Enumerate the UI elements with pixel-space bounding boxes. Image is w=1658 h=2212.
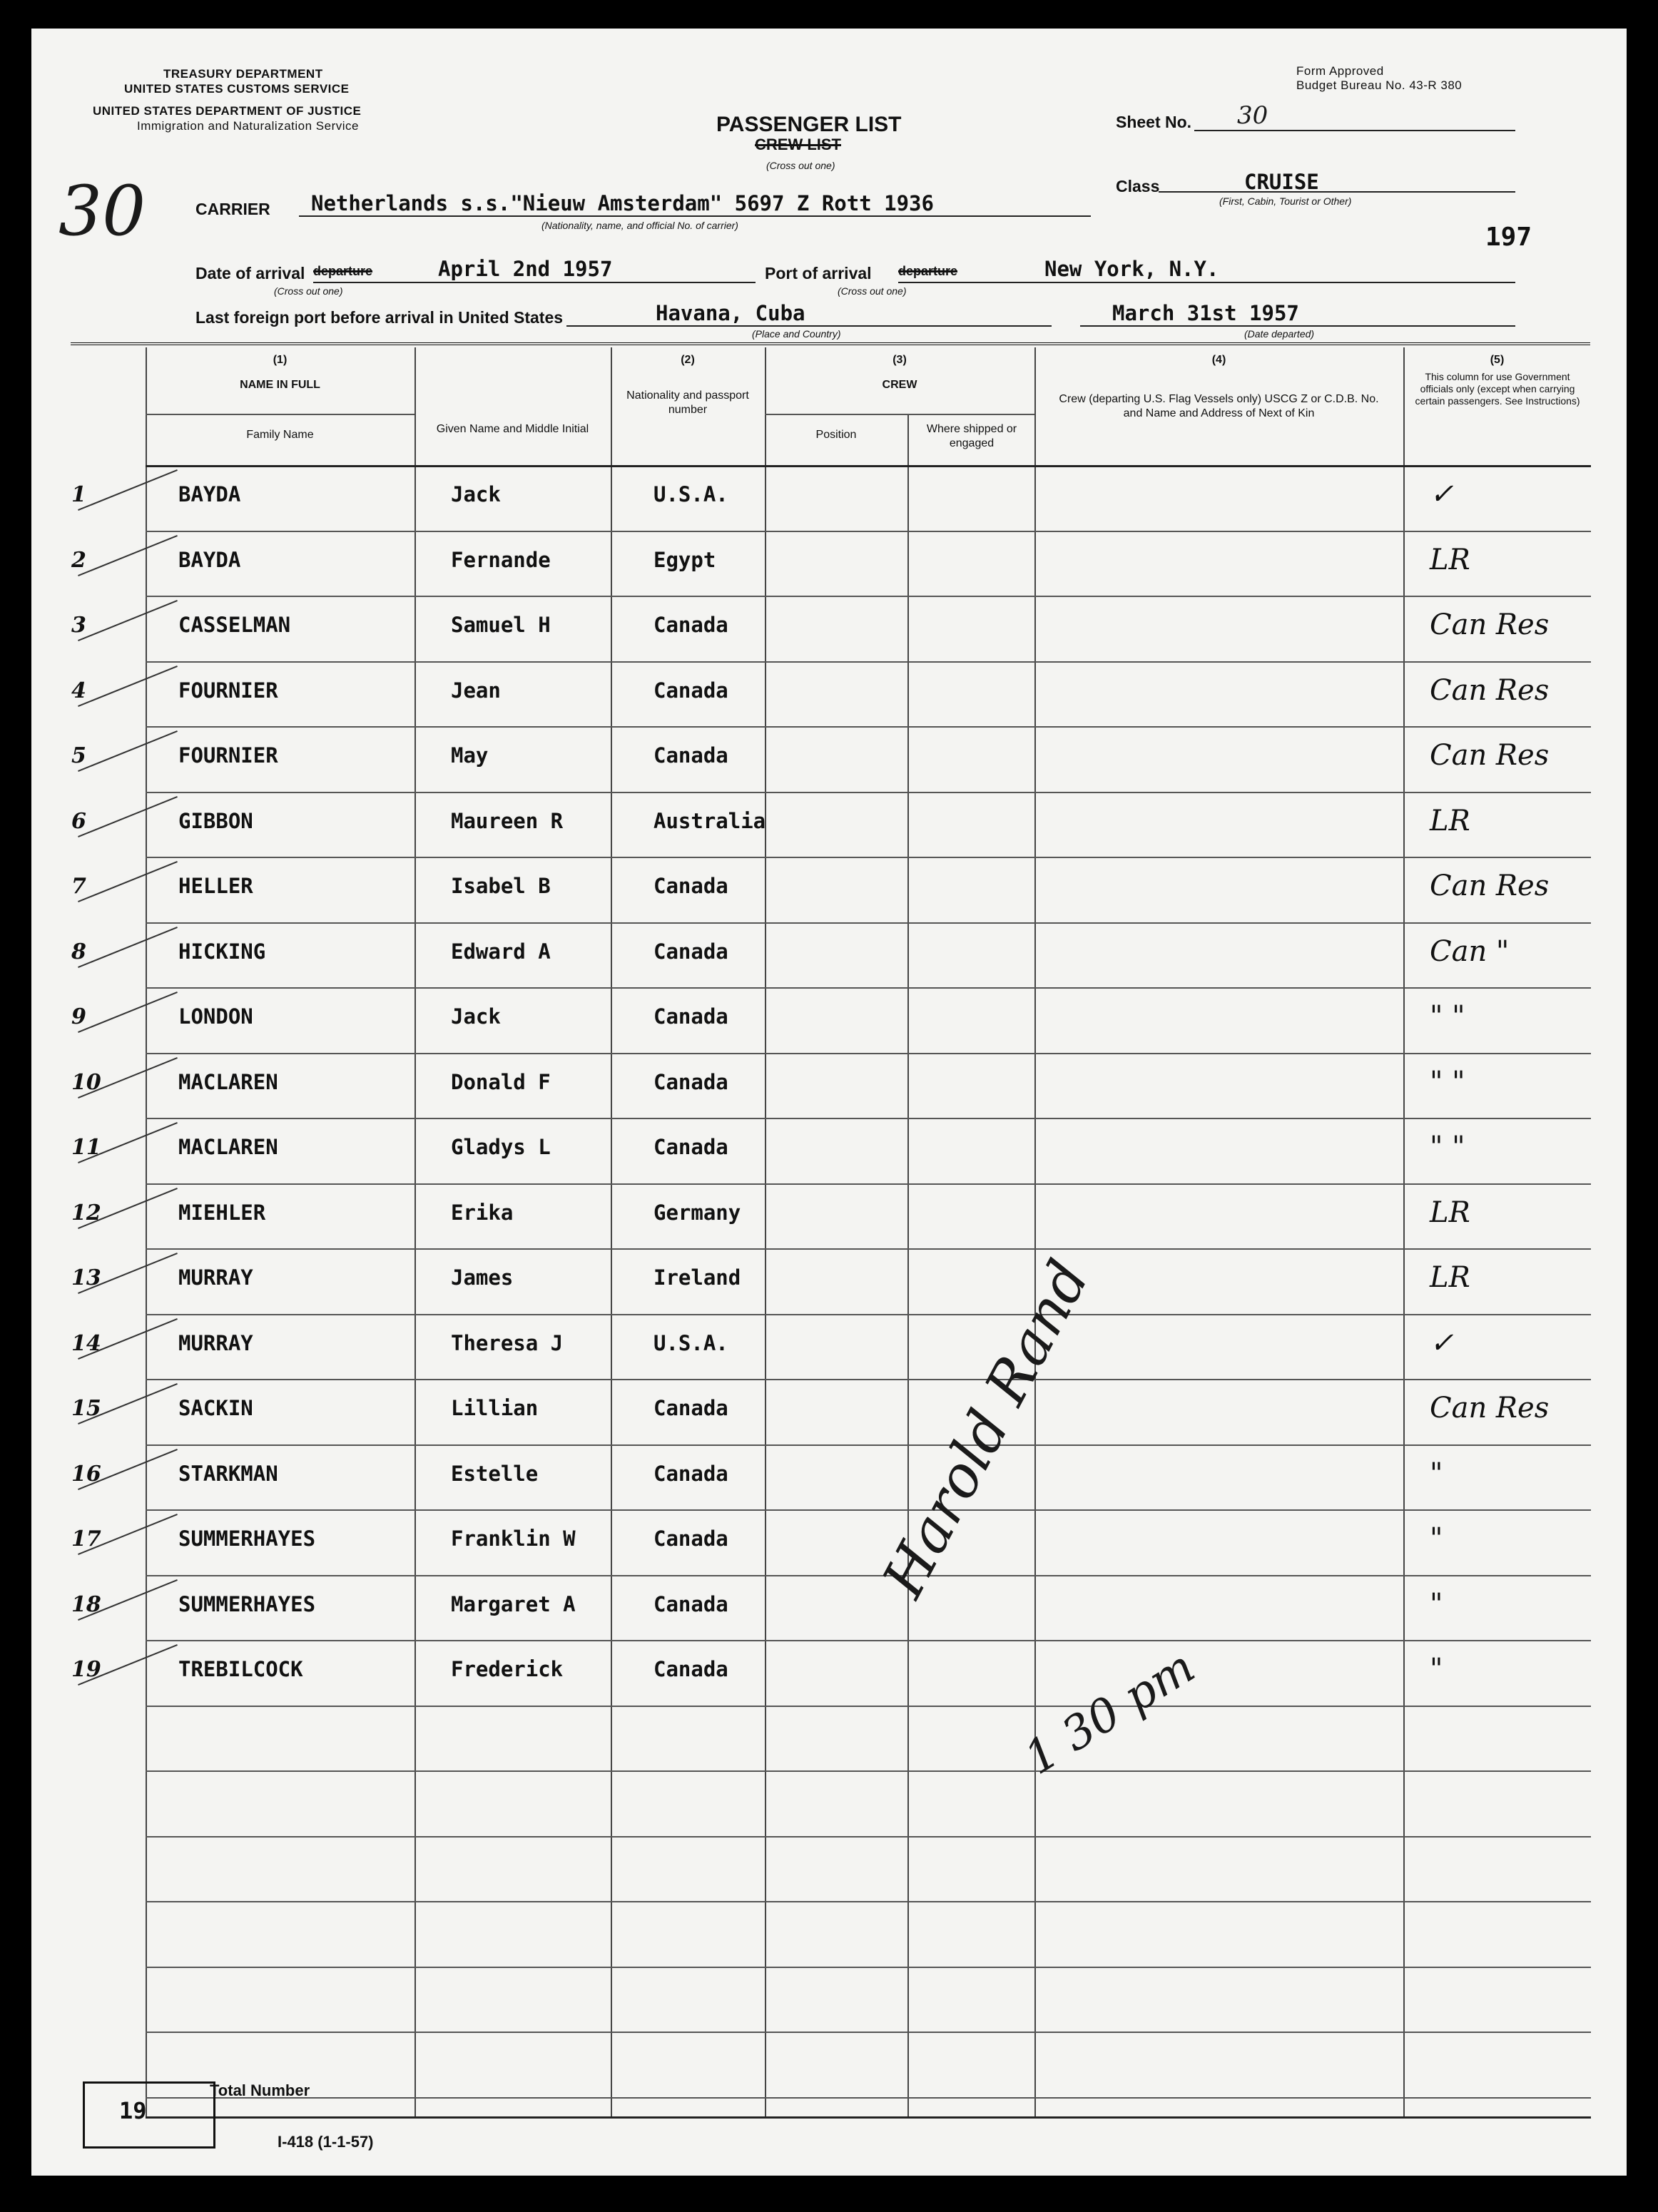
title-cross-out-hint: (Cross out one) [766,160,835,171]
table-row [31,870,1627,917]
row-number: 13 [71,1265,101,1290]
col1-number: (1) [273,354,288,366]
family-name: FOURNIER [178,743,278,768]
given-name: Margaret A [451,1592,576,1616]
row-number: 19 [71,1657,101,1682]
row-number: 16 [71,1462,101,1487]
sheet-no-value: 30 [1237,101,1268,130]
nationality: Canada [653,1462,728,1486]
nationality: Canada [653,939,728,964]
row-rule [146,857,1591,858]
official-note: Can " [1430,935,1510,968]
nationality: Canada [653,678,728,703]
row-rule [146,2032,1591,2033]
row-rule [146,1248,1591,1250]
given-name: Samuel H [451,613,551,637]
nationality: Canada [653,1592,728,1616]
official-note: Can Res [1430,608,1550,641]
row-number: 7 [71,874,86,899]
last-foreign-port-value: Havana, Cuba [656,301,805,325]
official-note: LR [1430,544,1470,576]
row-rule [146,987,1591,989]
table-row [31,739,1627,786]
given-name: Theresa J [451,1331,564,1355]
row-number: 3 [71,613,86,638]
port-cross-out-hint: (Cross out one) [838,285,907,297]
dept-treasury: TREASURY DEPARTMENT [163,67,323,81]
official-note: Can Res [1430,870,1550,902]
col-family-name: Family Name [246,429,314,441]
class-value: CRUISE [1244,170,1319,194]
class-hint: (First, Cabin, Tourist or Other) [1219,195,1352,207]
col3-number: (3) [892,354,907,366]
row-number: 10 [71,1070,101,1095]
given-name: James [451,1265,514,1290]
row-number: 17 [71,1527,101,1551]
last-foreign-port-hint: (Place and Country) [752,328,841,340]
row-rule [146,1901,1591,1902]
inspection-stroke [78,535,178,576]
given-name: Lillian [451,1396,539,1420]
nationality: Canada [653,1135,728,1159]
port-struck-option: departure [898,264,958,278]
table-row [31,478,1627,525]
nationality: Canada [653,1657,728,1681]
row-rule [146,596,1591,597]
family-name: CASSELMAN [178,613,291,637]
given-name: Estelle [451,1462,539,1486]
row-number: 11 [71,1135,101,1160]
official-note: " [1430,1457,1443,1490]
family-name: FOURNIER [178,678,278,703]
family-name: HELLER [178,874,253,898]
table-row [31,1000,1627,1047]
row-rule [146,1444,1591,1446]
official-note: ✓ [1430,1327,1454,1360]
table-row [31,1522,1627,1569]
table-row [31,674,1627,721]
port-of-arrival-value: New York, N.Y. [1044,257,1219,281]
row-number: 1 [71,482,86,507]
row-rule [146,1118,1591,1119]
official-note: LR [1430,1261,1470,1294]
row-rule [146,1379,1591,1380]
page-number: 197 [1485,223,1532,252]
nationality: Canada [653,743,728,768]
inspection-stroke [78,600,178,641]
table-row [31,544,1627,591]
row-number: 15 [71,1396,101,1421]
col-given-name: Given Name and Middle Initial [436,423,589,435]
form-number: I-418 (1-1-57) [278,2133,374,2151]
col3-crew: CREW [882,379,917,391]
date-departed-hint: (Date departed) [1244,328,1315,340]
carrier-label: CARRIER [195,200,270,218]
table-row [31,1588,1627,1635]
given-name: Erika [451,1201,514,1225]
class-label: Class [1116,177,1160,195]
row-rule [146,2097,1591,2099]
official-note: LR [1430,805,1470,837]
family-name: MACLAREN [178,1135,278,1159]
nationality: U.S.A. [653,1331,728,1355]
official-note: LR [1430,1196,1470,1229]
col5-government-use: This column for use Government officials only (except when carrying certain passengers. See Instructions) [1415,371,1580,407]
row-rule [146,922,1591,924]
official-note: " " [1430,1066,1465,1099]
family-name: MACLAREN [178,1070,278,1094]
date-of-arrival-label: Date of arrival [195,264,305,282]
col4-next-of-kin: Crew (departing U.S. Flag Vessels only) USCG Z or C.D.B. No. and Name and Address of Next of Kin [1059,393,1379,419]
signature-time: 1 30 pm [1016,1640,1204,1785]
table-row [31,1457,1627,1504]
given-name: Fernande [451,548,551,572]
table-row [31,805,1627,852]
family-name: GIBBON [178,809,253,833]
given-name: Jack [451,1004,501,1029]
inspection-stroke [78,796,178,837]
carrier-hint: (Nationality, name, and official No. of carrier) [541,220,738,231]
nationality: Ireland [653,1265,741,1290]
row-rule [146,1053,1591,1054]
family-name: TREBILCOCK [178,1657,303,1681]
inspection-stroke [78,927,178,968]
col2-number: (2) [681,354,695,366]
row-rule [146,531,1591,532]
nationality: Germany [653,1201,741,1225]
family-name: HICKING [178,939,266,964]
row-number: 2 [71,548,86,573]
table-row [31,1653,1627,1700]
table-row [31,1131,1627,1178]
col4-number: (4) [1211,354,1226,366]
family-name: BAYDA [178,548,241,572]
given-name: Jack [451,482,501,506]
official-note: " [1430,1522,1443,1555]
given-name: Isabel B [451,874,551,898]
row-rule [146,1706,1591,1707]
official-note: ✓ [1430,478,1454,511]
inspection-stroke [78,861,178,902]
row-number: 8 [71,939,86,964]
last-foreign-port-label: Last foreign port before arrival in United States [195,308,564,327]
nationality: Canada [653,874,728,898]
family-name: STARKMAN [178,1462,278,1486]
row-number: 4 [71,678,86,703]
given-name: Edward A [451,939,551,964]
inspection-stroke [78,730,178,772]
form-approved: Form Approved [1296,64,1384,78]
nationality: Canada [653,1527,728,1551]
given-name: Gladys L [451,1135,551,1159]
table-row [31,1392,1627,1439]
family-name: MURRAY [178,1331,253,1355]
col-nationality: Nationality and passport number [626,389,749,416]
given-name: Maureen R [451,809,564,833]
row-number: 6 [71,809,86,834]
table-row [31,1327,1627,1374]
dept-immigration: Immigration and Naturalization Service [137,119,359,133]
row-number: 5 [71,743,86,768]
row-rule [146,1509,1591,1511]
table-row [31,935,1627,982]
col5-number: (5) [1490,354,1505,366]
nationality: Canada [653,1070,728,1094]
nationality: Canada [653,1396,728,1420]
row-rule [146,726,1591,728]
table-row [31,1066,1627,1113]
col-crew-position: Position [815,429,857,441]
nationality: Egypt [653,548,716,572]
given-name: Franklin W [451,1527,576,1551]
given-name: Frederick [451,1657,564,1681]
inspection-stroke [78,992,178,1033]
row-rule [146,1640,1591,1641]
passenger-list-form [31,29,1627,2176]
row-rule [146,1770,1591,1772]
date-struck-option: departure [313,264,373,278]
official-signature: Harold Rand [870,1250,1102,1608]
margin-sheet-number: 30 [59,171,146,251]
row-rule [146,1183,1591,1185]
dept-customs: UNITED STATES CUSTOMS SERVICE [124,82,350,96]
inspection-stroke [78,469,178,511]
family-name: MURRAY [178,1265,253,1290]
carrier-value: Netherlands s.s."Nieuw Amsterdam" 5697 Z Rott 1936 [311,191,934,215]
nationality: U.S.A. [653,482,728,506]
col-crew-where: Where shipped or engaged [926,423,1017,449]
official-note: " [1430,1653,1443,1686]
date-cross-out-hint: (Cross out one) [274,285,343,297]
col1-title: NAME IN FULL [240,379,320,391]
family-name: SUMMERHAYES [178,1527,316,1551]
official-note: " " [1430,1131,1465,1163]
row-number: 12 [71,1201,101,1225]
row-rule [146,1967,1591,1968]
sheet-no-label: Sheet No. [1116,113,1192,131]
official-note: Can Res [1430,739,1550,772]
row-rule [146,1575,1591,1576]
given-name: Donald F [451,1070,551,1094]
table-row [31,1261,1627,1308]
table-row [31,608,1627,656]
official-note: " [1430,1588,1443,1621]
row-rule [146,792,1591,793]
total-number-box [83,2081,215,2149]
family-name: MIEHLER [178,1201,266,1225]
official-note: Can Res [1430,674,1550,707]
table-row [31,1196,1627,1243]
inspection-stroke [78,666,178,707]
given-name: May [451,743,489,768]
total-number-value: 19 [119,2097,147,2124]
family-name: LONDON [178,1004,253,1029]
date-of-arrival-value: April 2nd 1957 [438,257,613,281]
port-of-arrival-label: Port of arrival [765,264,872,282]
nationality: Australia [653,809,766,833]
form-title-struck: CREW LIST [755,136,841,153]
dept-justice: UNITED STATES DEPARTMENT OF JUSTICE [93,104,362,118]
given-name: Jean [451,678,501,703]
form-title: PASSENGER LIST [716,113,902,136]
nationality: Canada [653,613,728,637]
family-name: BAYDA [178,482,241,506]
family-name: SACKIN [178,1396,253,1420]
row-number: 18 [71,1592,101,1617]
official-note: " " [1430,1000,1465,1033]
budget-bureau-no: Budget Bureau No. 43-R 380 [1296,78,1463,92]
date-departed-value: March 31st 1957 [1112,301,1299,325]
family-name: SUMMERHAYES [178,1592,316,1616]
nationality: Canada [653,1004,728,1029]
total-number-label: Total Number [210,2081,310,2099]
row-rule [146,1314,1591,1315]
row-rule [146,661,1591,663]
row-number: 9 [71,1004,86,1029]
official-note: Can Res [1430,1392,1550,1424]
row-number: 14 [71,1331,101,1356]
row-rule [146,1836,1591,1838]
